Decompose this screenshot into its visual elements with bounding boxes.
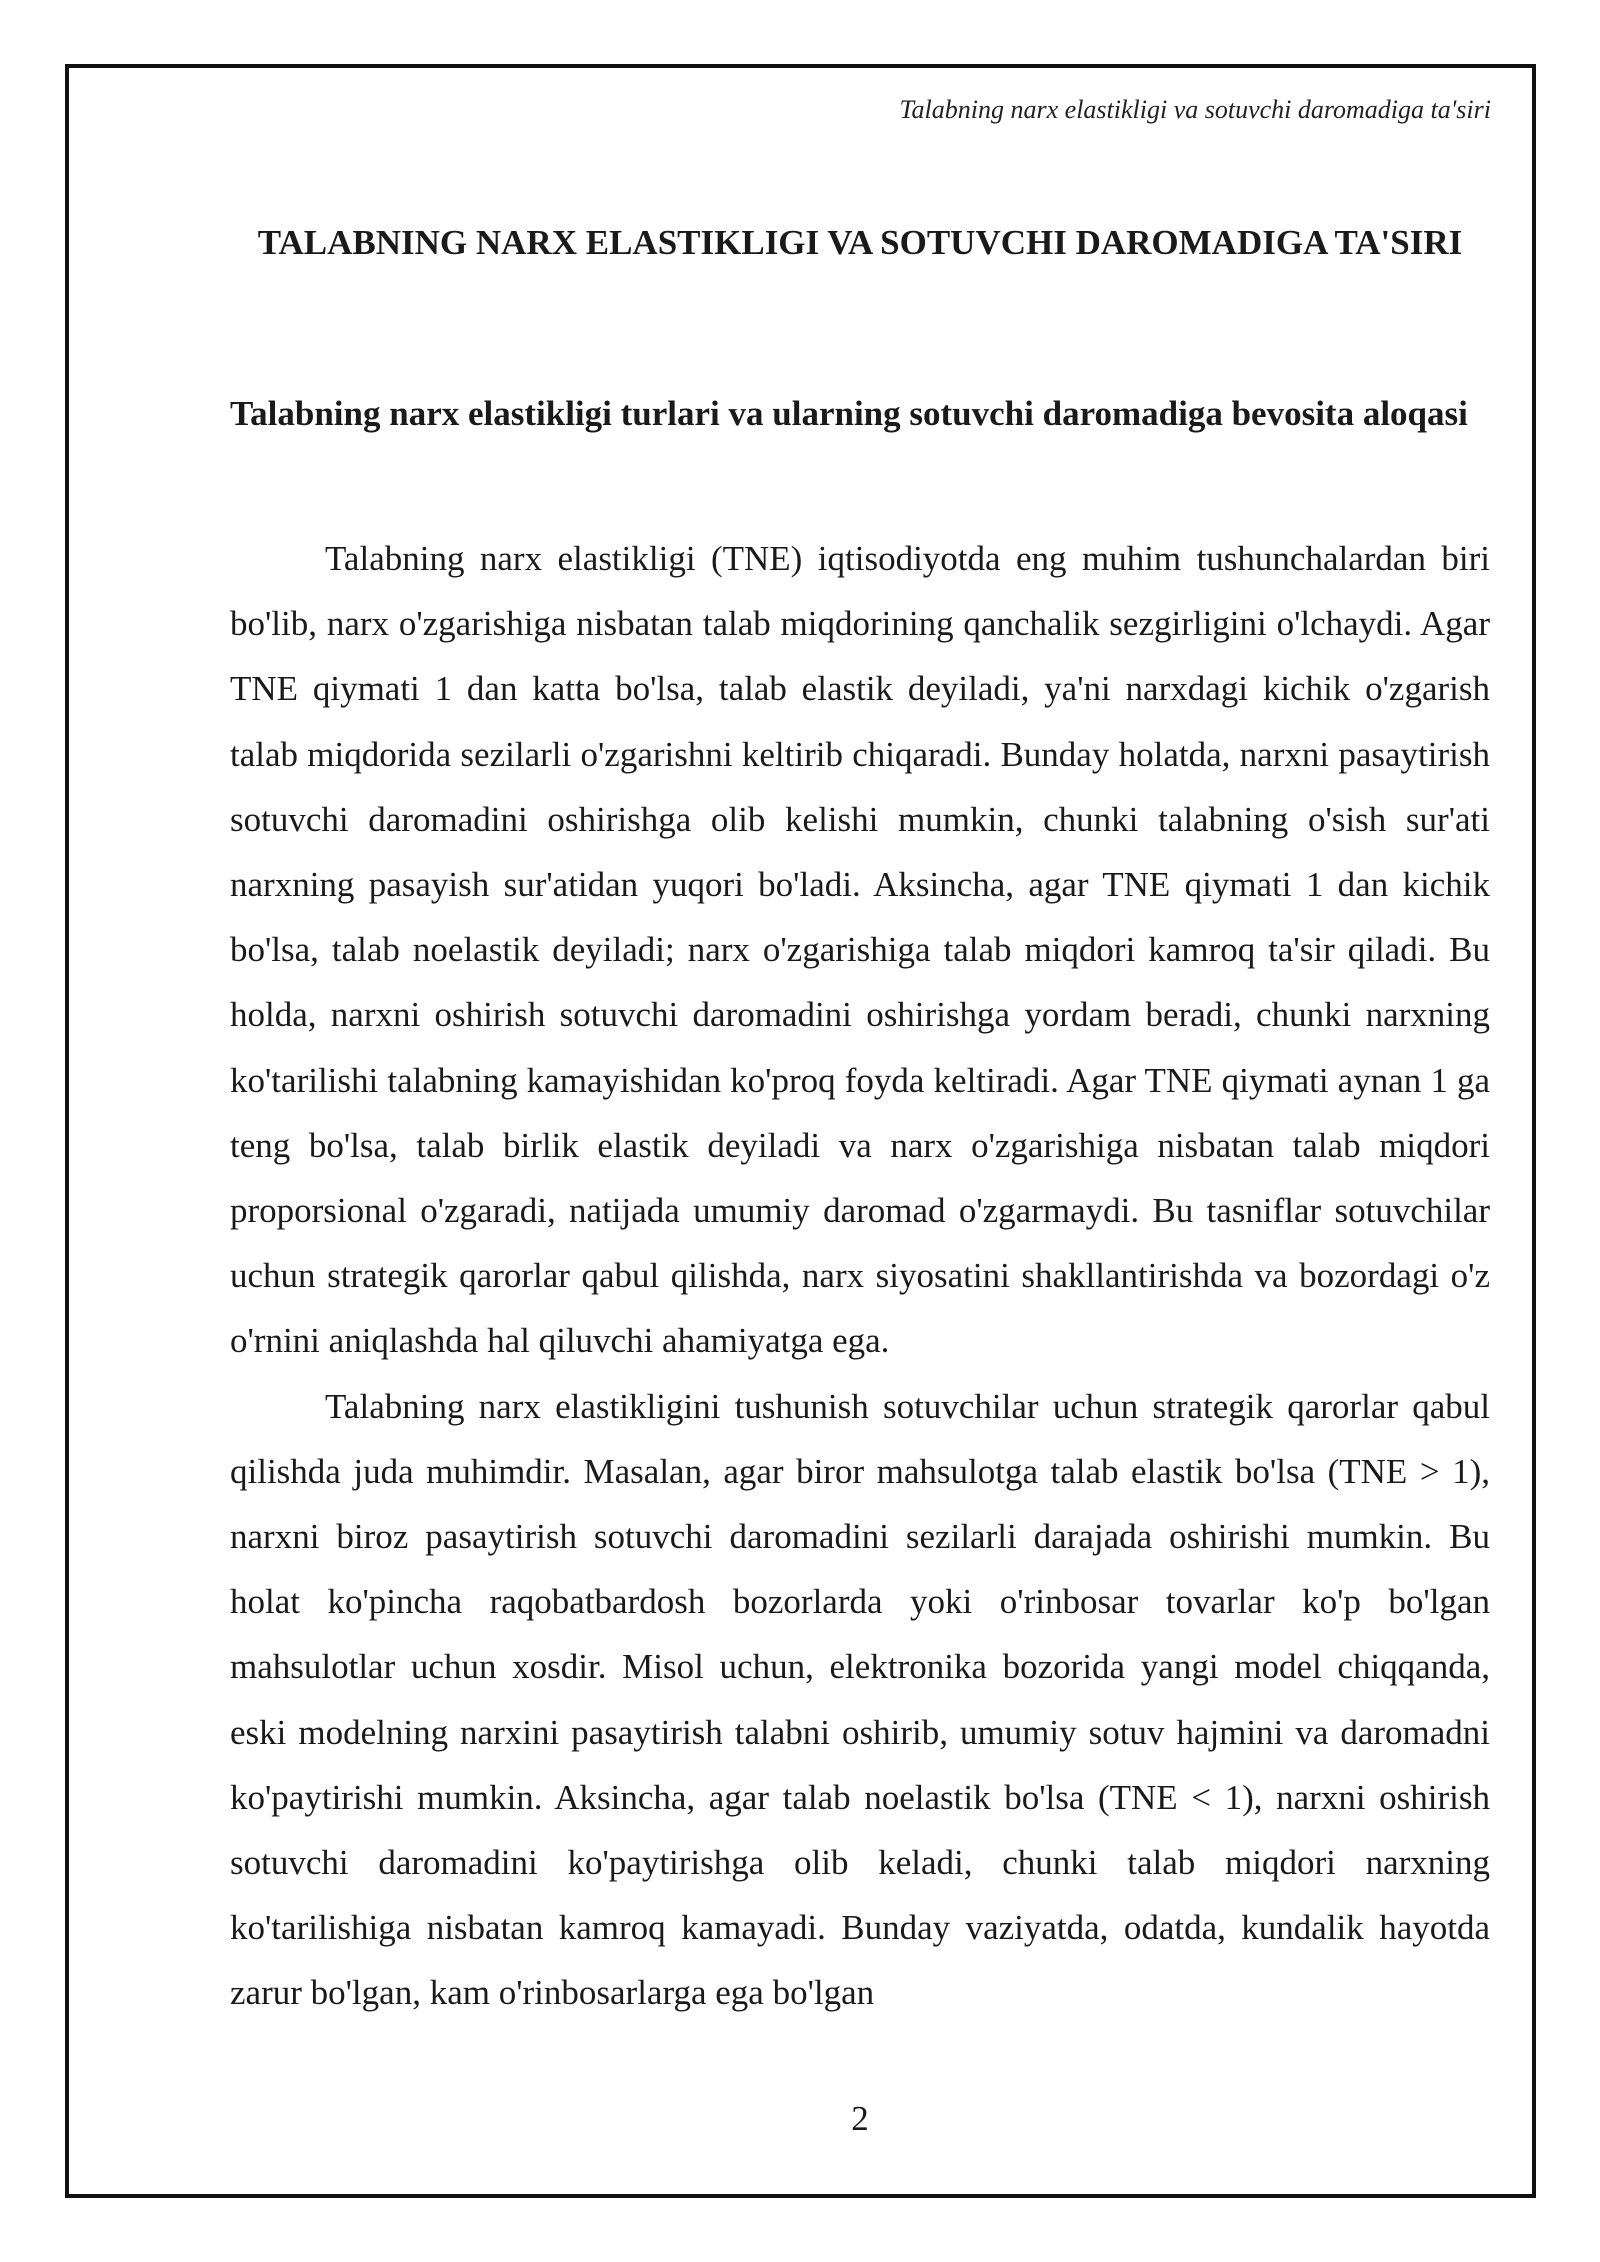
document-title: TALABNING NARX ELASTIKLIGI VA SOTUVCHI DAROMADIGA TA'SIRI bbox=[257, 223, 1463, 262]
section-heading: Talabning narx elastikligi turlari va ularning sotuvchi daromadiga bevosita aloqasi bbox=[230, 394, 1468, 433]
paragraph: Talabning narx elastikligini tushunish sotuvchilar uchun strategik qarorlar qabul qilishda juda muhimdir. Masalan, agar biror mahsulotga talab elastik bo'lsa (TNE > 1), narxni biroz pasaytirish sotuvchi daromadini sezilarli darajada oshirishi mumkin. Bu holat ko'pincha raqobatbardosh bozorlarda yoki o'rinbosar tovarlar ko'p bo'lgan mahsulotlar uchun xosdir. Misol uchun, elektronika bozorida yangi model chiqqanda, eski modelning narxini pasaytirish talabni oshirib, umumiy sotuv hajmini va daromadni ko'paytirishi mumkin. Aksincha, agar talab noelastik bo'lsa (TNE < 1), narxni oshirish sotuvchi daromadini ko'paytirishga olib keladi, chunki talab miqdori narxning ko'tarilishiga nisbatan kamroq kamayadi. Bunday vaziyatda, odatda, kundalik hayotda zarur bo'lgan, kam o'rinbosarlarga ega bo'lgan bbox=[230, 1386, 1490, 2013]
paragraph: Talabning narx elastikligi (TNE) iqtisodiyotda eng muhim tushunchalardan biri bo'lib, narx o'zgarishiga nisbatan talab miqdorining qanchalik sezgirligini o'lchaydi. Agar TNE qiymati 1 dan katta bo'lsa, talab elastik deyiladi, ya'ni narxdagi kichik o'zgarish talab miqdorida sezilarli o'zgarishni keltirib chiqaradi. Bunday holatda, narxni pasaytirish sotuvchi daromadini oshirishga olib kelishi mumkin, chunki talabning o'sish sur'ati narxning pasayish sur'atidan yuqori bo'ladi. Aksincha, agar TNE qiymati 1 dan kichik bo'lsa, talab noelastik deyiladi; narx o'zgarishiga talab miqdori kamroq ta'sir qiladi. Bu holda, narxni oshirish sotuvchi daromadini oshirishga yordam beradi, chunki narxning ko'tarilishi talabning kamayishidan ko'proq foyda keltiradi. Agar TNE qiymati aynan 1 ga teng bo'lsa, talab birlik elastik deyiladi va narx o'zgarishiga nisbatan talab miqdori proporsional o'zgaradi, natijada umumiy daromad o'zgarmaydi. Bu tasniflar sotuvchilar uchun strategik qarorlar qabul qilishda, narx siyosatini shakllantirishda va bozordagi o'z o'rnini aniqlashda hal qiluvchi ahamiyatga ega. bbox=[230, 539, 1490, 1361]
running-header: Talabning narx elastikligi va sotuvchi daromadiga ta'siri bbox=[899, 95, 1491, 124]
page-number: 2 bbox=[851, 2099, 869, 2138]
body-text bbox=[230, 526, 1490, 2026]
